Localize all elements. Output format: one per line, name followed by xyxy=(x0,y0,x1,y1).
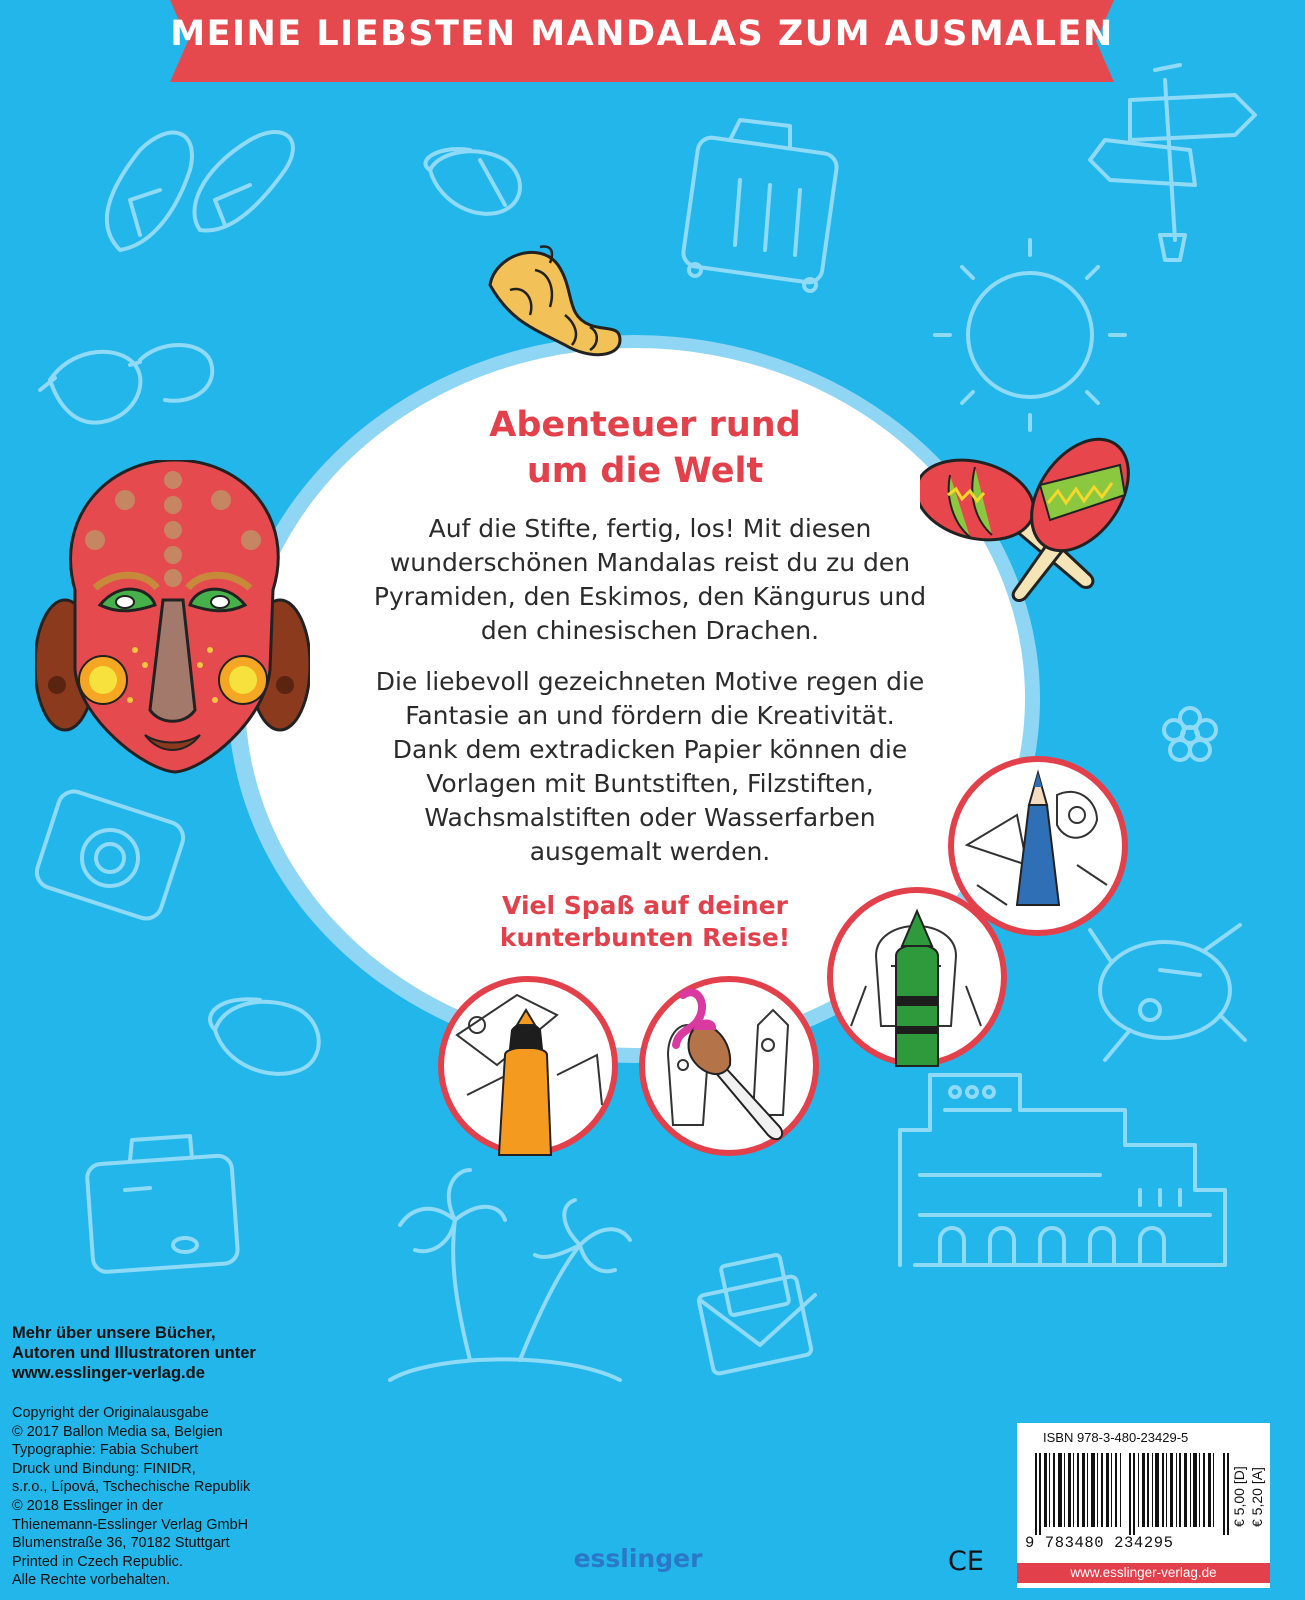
more-info-line: Autoren und Illustratoren unter xyxy=(12,1344,256,1362)
headline-line-2: um die Welt xyxy=(526,451,764,491)
top-banner xyxy=(170,0,1114,82)
flip-flops-icon xyxy=(107,132,293,250)
tagline-line-1: Viel Spaß auf deiner xyxy=(502,891,788,920)
camera-icon xyxy=(33,787,188,922)
intro-paragraph xyxy=(320,512,980,648)
ce-mark: CE xyxy=(948,1546,984,1577)
copyright-line: Druck und Bindung: FINIDR, xyxy=(12,1460,196,1477)
description-paragraph xyxy=(320,665,980,869)
copyright-line: s.r.o., Lípová, Tschechische Republik xyxy=(12,1479,251,1496)
tagline-line-2: kunterbunten Reise! xyxy=(499,923,791,952)
headline-line-1: Abenteuer rund xyxy=(489,405,801,445)
barcode-url[interactable]: www.esslinger-verlag.de xyxy=(1017,1563,1270,1583)
palm-island-icon xyxy=(390,1170,630,1380)
copyright-line: Alle Rechte vorbehalten. xyxy=(12,1572,170,1589)
text-line: Vorlagen mit Buntstiften, Filzstiften, xyxy=(426,769,874,798)
text-line: Dank dem extradicken Papier können die xyxy=(392,735,908,764)
photo-envelope-icon xyxy=(698,1254,815,1374)
publisher-url[interactable]: www.esslinger-verlag.de xyxy=(12,1364,205,1382)
publisher-logo: esslinger xyxy=(573,1544,703,1573)
text-line: Die liebevoll gezeichneten Motive regen die xyxy=(375,667,925,696)
sample-crayon xyxy=(826,886,1008,1068)
briefcase-icon xyxy=(86,1136,238,1273)
text-line: wunderschönen Mandalas reist du zu den xyxy=(389,548,911,577)
sun-icon xyxy=(935,240,1125,430)
copyright-line: Typographie: Fabia Schubert xyxy=(12,1442,199,1459)
copyright-line: Copyright der Originalausgabe xyxy=(12,1405,209,1421)
cap-icon-2 xyxy=(210,999,319,1074)
african-mask-icon xyxy=(35,460,310,775)
airplane-icon xyxy=(1090,925,1245,1060)
sunglasses-icon xyxy=(40,345,212,423)
suitcase-icon xyxy=(682,120,839,291)
text-line: Fantasie an und fördern die Kreativität. xyxy=(405,701,895,730)
cap-icon xyxy=(426,149,520,214)
sample-paintbrush xyxy=(638,975,820,1157)
banner-title: MEINE LIEBSTEN MANDALAS ZUM AUSMALEN xyxy=(170,14,1114,54)
text-line: ausgemalt werden. xyxy=(529,837,771,866)
copyright-line: © 2017 Ballon Media sa, Belgien xyxy=(12,1423,223,1440)
text-line: den chinesischen Drachen. xyxy=(480,616,820,645)
price-at: € 5,20 [A] xyxy=(1249,1467,1265,1527)
croissant-icon xyxy=(480,245,630,360)
copyright-line: Thienemann-Esslinger Verlag GmbH xyxy=(12,1516,249,1533)
text-line: Pyramiden, den Eskimos, den Kängurus und xyxy=(373,582,927,611)
barcode-panel xyxy=(1017,1423,1270,1588)
text-line: Auf die Stifte, fertig, los! Mit diesen xyxy=(428,514,872,543)
copyright-line: Blumenstraße 36, 70182 Stuttgart xyxy=(12,1535,230,1552)
headline xyxy=(330,402,960,494)
copyright-line: © 2018 Esslinger in der xyxy=(12,1497,163,1514)
more-info-line: Mehr über unsere Bücher, xyxy=(12,1324,216,1342)
copyright-line: Printed in Czech Republic. xyxy=(12,1553,183,1570)
isbn-label: ISBN 978-3-480-23429-5 xyxy=(1043,1430,1189,1445)
sample-felt-pen xyxy=(437,975,619,1157)
flower-icon xyxy=(1164,708,1216,760)
text-line: Wachsmalstiften oder Wasserfarben xyxy=(424,803,876,832)
colosseum-icon xyxy=(900,1075,1225,1265)
copyright-block xyxy=(12,1404,332,1590)
signpost-icon xyxy=(1090,65,1255,260)
more-info xyxy=(12,1323,332,1383)
barcode-number: 9 783480 234295 xyxy=(1025,1534,1174,1552)
barcode-bars xyxy=(1035,1453,1231,1535)
price-de: € 5,00 [D] xyxy=(1231,1466,1247,1527)
